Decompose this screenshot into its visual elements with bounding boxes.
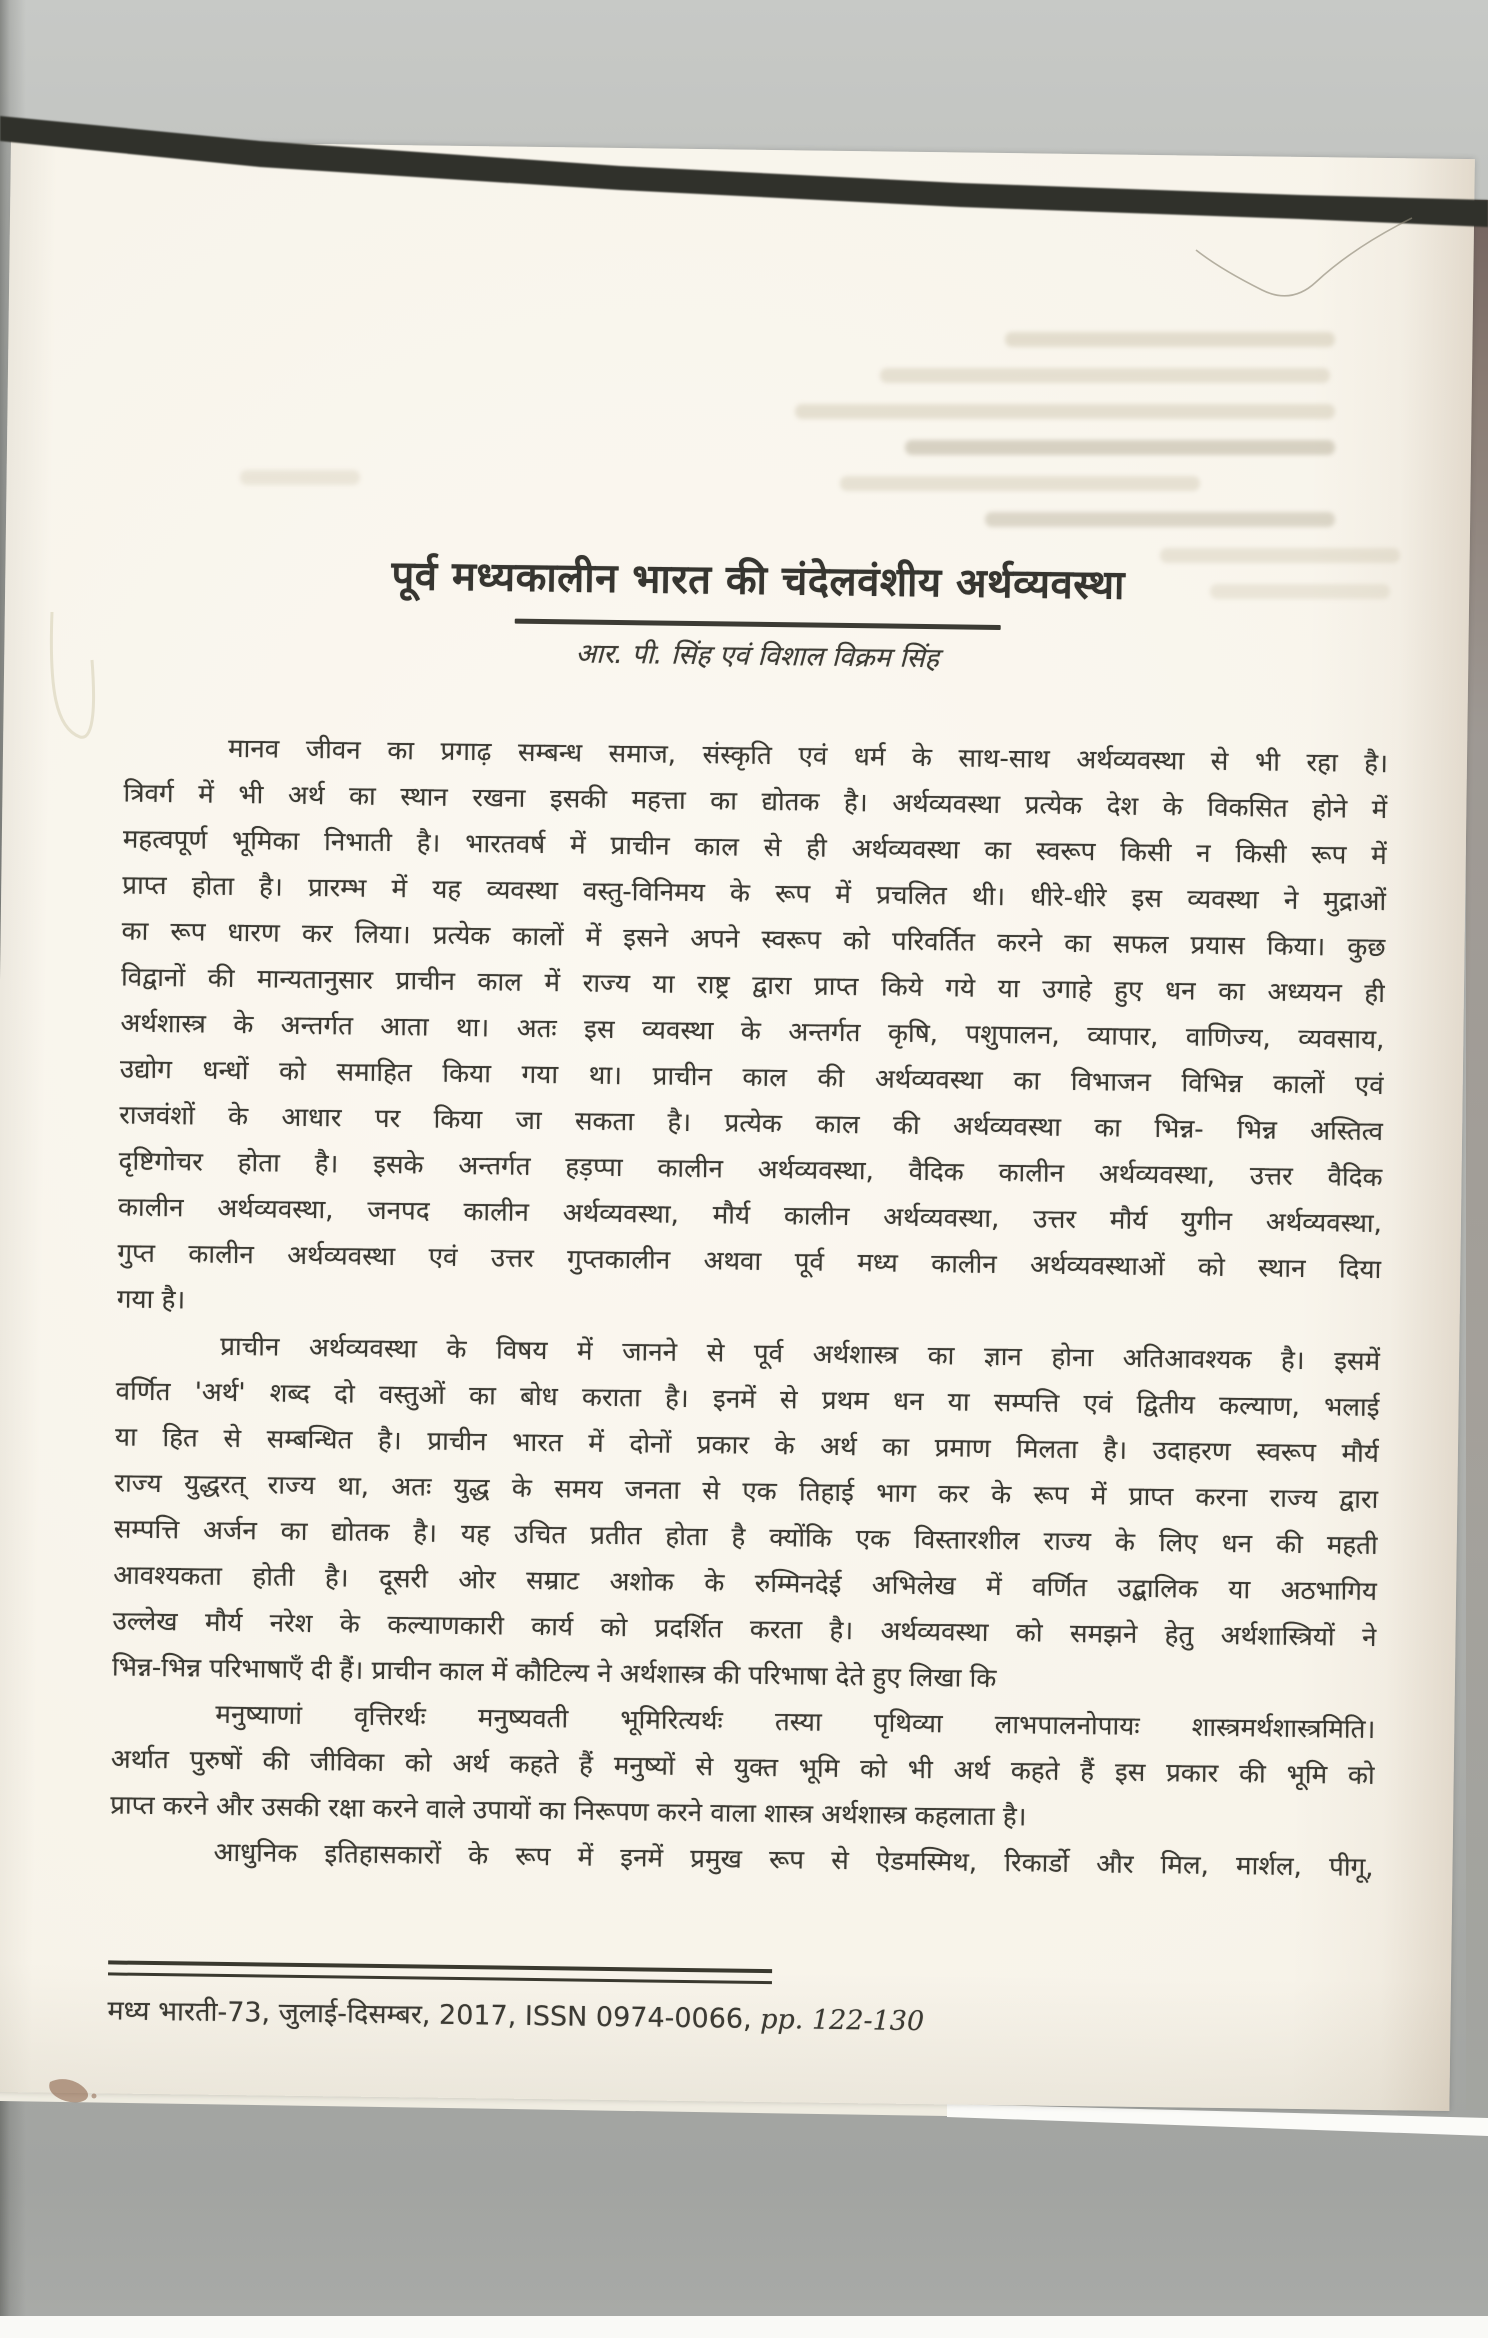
bottom-scan-strip [0,2316,1488,2338]
body-line: विद्वानों की मान्यतानुसार प्राचीन काल में राज्य या राष्ट्र द्वारा प्राप्त किये गये या उगाहे हुए धन का अध्ययन ही [120,962,1386,1010]
article-title: पूर्व मध्यकालीन भारत की चंदेलवंशीय अर्थव्यवस्था [391,553,1126,609]
body-line: या हित से सम्बन्धित है। प्राचीन भारत में दोनों प्रकार के अर्थ का प्रमाण मिलता है। उदाहरण स्वरूप मौर्य [114,1422,1380,1470]
body-line: वर्णित 'अर्थ' शब्द दो वस्तुओं का बोध कराता है। इनमें से प्रथम धन या सम्पत्ति एवं द्वितीय कल्याण, भलाई [115,1376,1380,1424]
body-line: राजवंशों के आधार पर किया जा सकता है। प्रत्येक काल की अर्थव्यवस्था का भिन्न- भिन्न अस्तित्व [119,1100,1384,1148]
body-line: प्राचीन अर्थव्यवस्था के विषय में जानने से पूर्व अर्थशास्त्र का ज्ञान होना अतिआवश्यक है। इसमें [220,1331,1381,1378]
article-content [107,142,1396,2048]
body-line: उल्लेख मौर्य नरेश के कल्याणकारी कार्य को प्रदर्शित करता है। अर्थव्यवस्था को समझने हेतु अर्थशास्त्रियों ने [112,1606,1377,1654]
footnote-rule [108,1960,772,1984]
body-line: दृष्टिगोचर होता है। इसके अन्तर्गत हड़प्पा कालीन अर्थव्यवस्था, वैदिक कालीन अर्थव्यवस्था, उत्तर वैदिक [118,1146,1383,1194]
body-line: अर्थात पुरुषों की जीविका को अर्थ कहते हैं मनुष्यों से युक्त भूमि को भी अर्थ कहते हैं इस प्रकार की भूमि को [110,1744,1375,1791]
body-line: मानव जीवन का प्रगाढ़ सम्बन्ध समाज, संस्कृति एवं धर्म के साथ-साथ अर्थव्यवस्था से भी रहा है। [227,733,1389,780]
body-line: महत्वपूर्ण भूमिका निभाती है। भारतवर्ष में प्राचीन काल से ही अर्थव्यवस्था का स्वरूप किसी न किसी रूप में [122,824,1387,872]
body-line: का रूप धारण कर लिया। प्रत्येक कालों में इसने अपने स्वरूप को परिवर्तित करने का सफल प्रयास किया। कुछ [121,916,1386,964]
body-line: गया है। [116,1284,186,1316]
body-line: प्राप्त होता है। प्रारम्भ में यह व्यवस्था वस्तु-विनिमय के रूप में प्रचलित थी। धीरे-धीरे इस व्यवस्था ने मुद्राओं [122,870,1387,918]
body-line: राज्य युद्धरत् राज्य था, अतः युद्ध के समय जनता से एक तिहाई भाग कर के रूप में प्राप्त करना राज्य द्वारा [114,1468,1379,1516]
article-body [109,725,1388,1891]
body-line: प्राप्त करने और उसकी रक्षा करने वाले उपायों का निरूपण करने वाला शास्त्र अर्थशास्त्र कहलाता है। [110,1790,1027,1833]
body-line: मनुष्याणां वृत्तिरर्थः मनुष्यवती भूमिरित्यर्थः तस्या पृथिव्या लाभपालनोपायः शास्त्रमर्थशास्त्रमिति। [215,1699,1376,1745]
author-byline: आर. पी. सिंह एवं विशाल विक्रम सिंह [575,638,940,675]
body-line: आधुनिक इतिहासकारों के रूप में इनमें प्रमुख रूप से ऐडमस्मिथ, रिकार्डो और मिल, मार्शल, पीगू, [213,1837,1374,1883]
body-line: भिन्न-भिन्न परिभाषाएँ दी हैं। प्राचीन काल में कौटिल्य ने अर्थशास्त्र की परिभाषा देते हुए लिखा कि [111,1652,997,1695]
body-line: आवश्यकता होती है। दूसरी ओर सम्राट अशोक के रुम्मिनदेई अभिलेख में वर्णित उद्बालिक या अठभागिय [113,1560,1378,1608]
body-line: सम्पत्ति अर्जन का द्योतक है। यह उचित प्रतीत होता है क्योंकि एक विस्तारशील राज्य के लिए धन की महती [113,1514,1378,1562]
body-line: उद्योग धन्धों को समाहित किया गया था। प्राचीन काल की अर्थव्यवस्था का विभाजन विभिन्न कालों एवं [119,1054,1384,1102]
title-underline [515,619,1001,630]
body-line: कालीन अर्थव्यवस्था, जनपद कालीन अर्थव्यवस्था, मौर्य कालीन अर्थव्यवस्था, उत्तर मौर्य युगीन अर्थव्यवस्था, [117,1192,1383,1240]
journal-info: मध्य भारती-73, जुलाई-दिसम्बर, 2017, ISSN 0974-0066, [107,1995,761,2035]
body-line: गुप्त कालीन अर्थव्यवस्था एवं उत्तर गुप्तकालीन अथवा पूर्व मध्य कालीन अर्थव्यवस्थाओं को स्थान दिया [117,1238,1382,1286]
page-sheet [0,140,1475,2111]
body-line: त्रिवर्ग में भी अर्थ का स्थान रखना इसकी महत्ता का द्योतक है। अर्थव्यवस्था प्रत्येक देश के विकसित होने में [123,778,1388,826]
page-range: pp. 122-130 [760,2003,925,2038]
body-line: अर्थशास्त्र के अन्तर्गत आता था। अतः इस व्यवस्था के अन्तर्गत कृषि, पशुपालन, व्यापार, वाणिज्य, व्यवसाय, [120,1008,1385,1056]
footer-citation [107,1991,1371,2048]
